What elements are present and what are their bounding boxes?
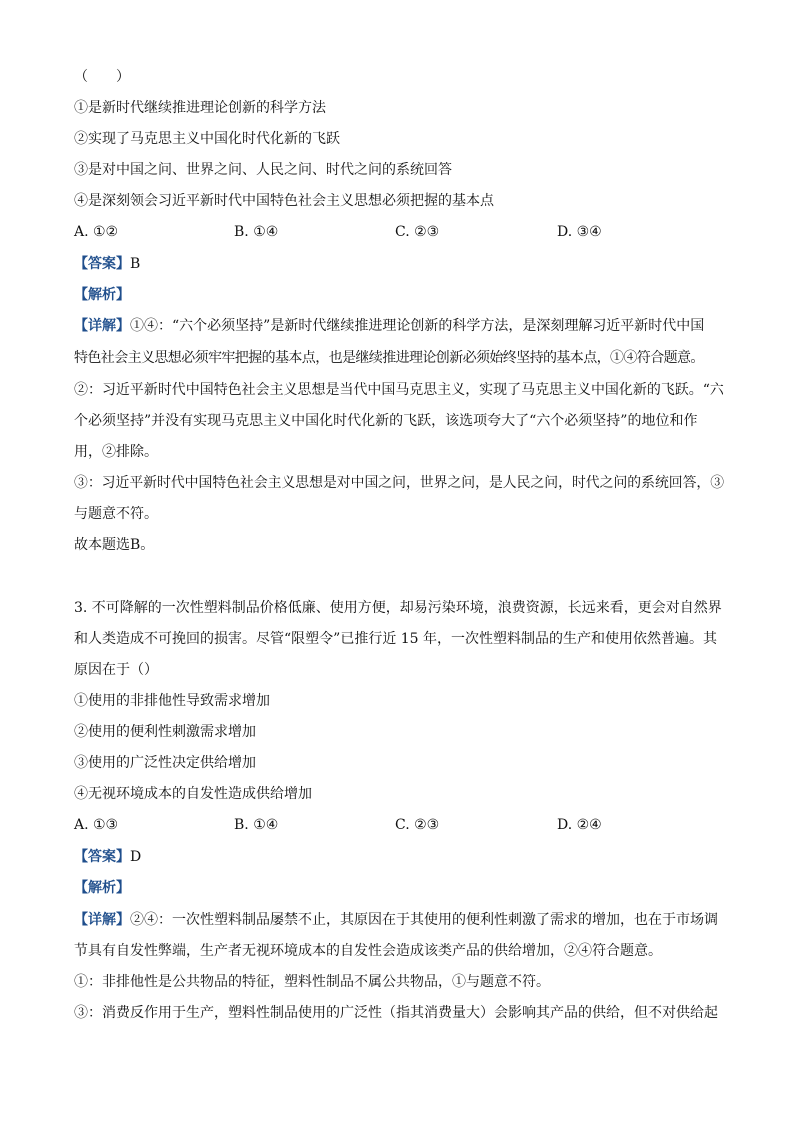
analysis-tag: 【解析】: [74, 287, 130, 303]
q3-statement-3: ③使用的广泛性决定供给增加: [74, 755, 256, 771]
q2-detail-line-7: 与题意不符。: [74, 506, 158, 522]
q2-statement-1: ①是新时代继续推进理论创新的科学方法: [74, 100, 326, 116]
q2-detail-line-2: 特色社会主义思想必须牢牢把握的基本点，也是继续推进理论创新必须始终坚持的基本点，①④符合题意。: [74, 350, 704, 366]
q3-option-a: A. ①③: [74, 817, 119, 833]
q3-option-b: B. ①④: [234, 817, 279, 833]
q3-stem-line-2: 和人类造成不可挽回的损害。尽管“限塑令”已推行近 15 年，一次性塑料制品的生产和使用依然普遍。其: [74, 631, 718, 647]
q2-option-c: C. ②③: [395, 224, 440, 240]
q2-statement-4: ④是深刻领会习近平新时代中国特色社会主义思想必须把握的基本点: [74, 193, 494, 209]
q2-option-b: B. ①④: [234, 224, 279, 240]
q3-detail-line-1: [74, 910, 724, 930]
q3-option-d: D. ②④: [557, 817, 602, 833]
q2-paren: （ ）: [74, 69, 130, 85]
q3-detail-line-2: 节具有自发性弊端，生产者无视环境成本的自发性会造成该类产品的供给增加，②④符合题意。: [74, 943, 662, 959]
answer-tag: 【答案】: [74, 849, 130, 865]
q3-stem-line-3: 原因在于（）: [74, 662, 158, 678]
analysis-tag: 【解析】: [74, 880, 130, 896]
q3-answer-line: [74, 847, 724, 867]
q3-stem-line-1: 3. 不可降解的一次性塑料制品价格低廉、使用方便，却易污染环境，浪费资源，长远来看，更会对自然界: [74, 600, 722, 616]
q2-detail-line-1: [74, 316, 724, 336]
q2-answer-line: [74, 254, 724, 274]
q3-statement-4: ④无视环境成本的自发性造成供给增加: [74, 786, 312, 802]
q3-statement-1: ①使用的非排他性导致需求增加: [74, 693, 270, 709]
q3-detail-text-1: ②④：一次性塑料制品屡禁不止，其原因在于其使用的便利性刺激了需求的增加，也在于市场调: [130, 912, 718, 928]
q3-option-c: C. ②③: [395, 817, 440, 833]
q2-answer: B: [130, 256, 141, 272]
q2-conclusion: 故本题选B。: [74, 537, 155, 553]
q2-detail-line-4: 个必须坚持”并没有实现马克思主义中国化时代化新的飞跃，该选项夸大了“六个必须坚持”的地位和作: [74, 413, 698, 429]
q3-statement-2: ②使用的便利性刺激需求增加: [74, 724, 256, 740]
q2-statement-3: ③是对中国之问、世界之问、人民之问、时代之问的系统回答: [74, 162, 452, 178]
detail-tag: 【详解】: [74, 912, 130, 928]
q2-analysis-tag: [74, 285, 724, 305]
q2-statement-2: ②实现了马克思主义中国化时代化新的飞跃: [74, 131, 340, 147]
q2-option-d: D. ③④: [557, 224, 602, 240]
q3-detail-line-3: ①：非排他性是公共物品的特征，塑料性制品不属公共物品，①与题意不符。: [74, 974, 550, 990]
q2-detail-line-6: ③：习近平新时代中国特色社会主义思想是对中国之问，世界之问，是人民之问，时代之问的系统回答，③: [74, 475, 725, 491]
q3-analysis-tag: [74, 878, 724, 898]
q3-answer: D: [130, 849, 142, 865]
q2-option-a: A. ①②: [74, 224, 119, 240]
q3-detail-line-4: ③：消费反作用于生产，塑料性制品使用的广泛性（指其消费量大）会影响其产品的供给，但不对供给起: [74, 1005, 718, 1021]
answer-tag: 【答案】: [74, 256, 130, 272]
detail-tag: 【详解】: [74, 318, 130, 334]
q2-detail-line-3: ②：习近平新时代中国特色社会主义思想是当代中国马克思主义，实现了马克思主义中国化新的飞跃。“六: [74, 382, 724, 398]
q2-detail-text-1: ①④：“六个必须坚持”是新时代继续推进理论创新的科学方法，是深刻理解习近平新时代中国: [130, 318, 705, 334]
q2-detail-line-5: 用，②排除。: [74, 444, 158, 460]
